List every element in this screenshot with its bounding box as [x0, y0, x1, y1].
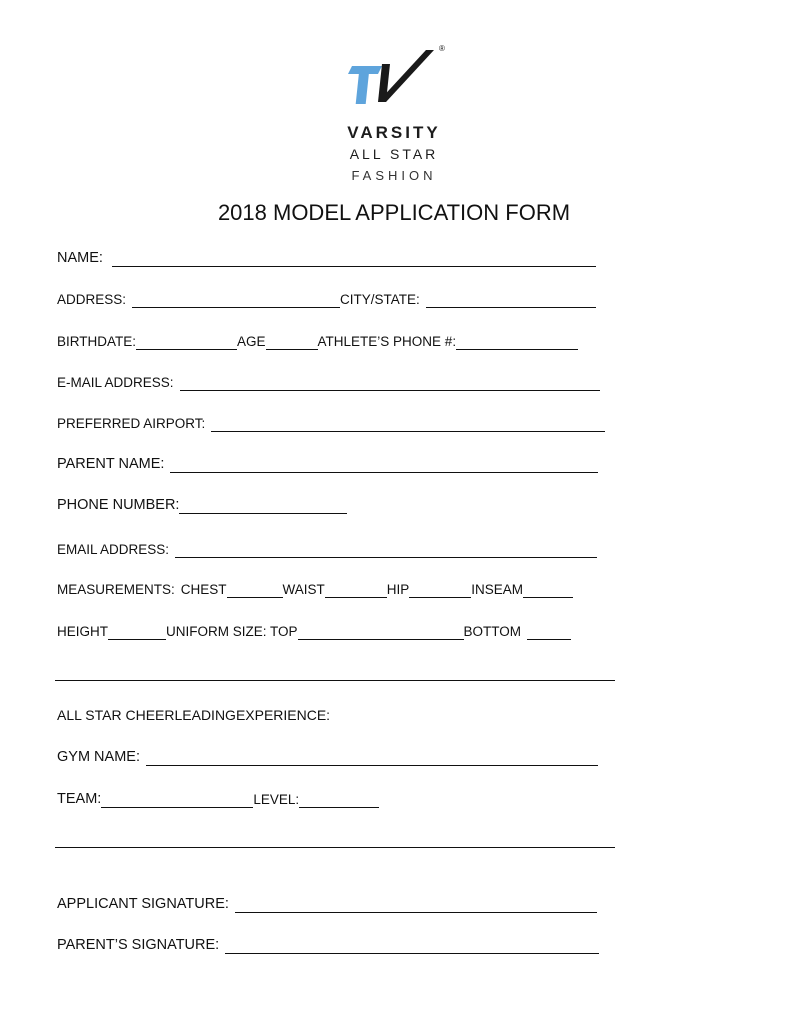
measurements-label: MEASUREMENTS: [57, 581, 175, 597]
parent-signature-field[interactable] [225, 937, 599, 954]
uniform-top-field[interactable] [298, 623, 464, 640]
birthdate-label: BIRTHDATE: [57, 333, 137, 349]
airport-label: PREFERRED AIRPORT: [57, 415, 206, 431]
email-address-row [57, 538, 597, 558]
email-row [57, 371, 600, 391]
logo-blue-stroke [355, 72, 369, 104]
city-state-label: CITY/STATE: [340, 291, 420, 307]
address-field[interactable] [132, 291, 340, 308]
city-state-field[interactable] [426, 291, 596, 308]
team-row [57, 788, 379, 808]
parent-name-field[interactable] [170, 456, 598, 473]
chest-field[interactable] [227, 581, 283, 598]
gym-name-field[interactable] [146, 749, 598, 766]
airport-field[interactable] [211, 415, 605, 432]
brand-line-2: ALL STAR [349, 146, 439, 162]
inseam-field[interactable] [523, 581, 573, 598]
section-divider-1 [55, 680, 615, 681]
parent-signature-label: PARENT’S SIGNATURE: [57, 936, 220, 953]
phone-number-row [57, 494, 347, 514]
age-label: AGE [237, 333, 266, 349]
chest-label: CHEST [180, 581, 227, 597]
bottom-label: BOTTOM [463, 623, 522, 639]
email-address-label: EMAIL ADDRESS: [57, 541, 170, 557]
birthdate-field[interactable] [136, 333, 237, 350]
address-row [57, 288, 596, 308]
waist-field[interactable] [325, 581, 387, 598]
age-field[interactable] [266, 333, 318, 350]
phone-number-field[interactable] [179, 497, 347, 514]
address-label: ADDRESS: [57, 291, 127, 307]
waist-label: WAIST [282, 581, 325, 597]
height-uniform-row [57, 620, 571, 640]
parent-signature-row [57, 934, 599, 954]
applicant-signature-row [57, 893, 597, 913]
email-field[interactable] [180, 374, 600, 391]
hip-label: HIP [386, 581, 410, 597]
airport-row [57, 412, 605, 432]
registered-mark: ® [439, 44, 445, 53]
applicant-signature-field[interactable] [235, 896, 597, 913]
brand-line-3: FASHION [351, 168, 437, 183]
email-label: E-MAIL ADDRESS: [57, 374, 174, 390]
gym-name-label: GYM NAME: [57, 748, 140, 765]
parent-name-label: PARENT NAME: [57, 455, 165, 472]
team-field[interactable] [101, 791, 253, 808]
inseam-label: INSEAM [471, 581, 524, 597]
level-field[interactable] [299, 791, 379, 808]
height-label: HEIGHT [57, 623, 109, 639]
experience-heading: ALL STAR CHEERLEADINGEXPERIENCE: [57, 707, 331, 723]
bottom-field[interactable] [527, 623, 571, 640]
athlete-phone-field[interactable] [456, 333, 578, 350]
name-row [57, 247, 596, 267]
birthdate-row [57, 330, 578, 350]
section-divider-2 [55, 847, 615, 848]
email-address-field[interactable] [175, 541, 597, 558]
measurements-row [57, 578, 573, 598]
page-title: 2018 MODEL APPLICATION FORM [217, 200, 571, 225]
brand-line-1: VARSITY [347, 123, 441, 142]
level-label: LEVEL: [253, 791, 300, 807]
name-label: NAME: [57, 249, 103, 266]
parent-name-row [57, 453, 598, 473]
height-field[interactable] [108, 623, 166, 640]
name-field[interactable] [112, 250, 596, 267]
phone-number-label: PHONE NUMBER: [57, 496, 180, 513]
varsity-logo-icon [342, 44, 446, 104]
applicant-signature-label: APPLICANT SIGNATURE: [57, 895, 229, 912]
gym-name-row [57, 746, 598, 766]
uniform-top-label: UNIFORM SIZE: TOP [166, 623, 298, 639]
athlete-phone-label: ATHLETE’S PHONE #: [317, 333, 457, 349]
hip-field[interactable] [409, 581, 471, 598]
team-label: TEAM: [57, 790, 102, 807]
